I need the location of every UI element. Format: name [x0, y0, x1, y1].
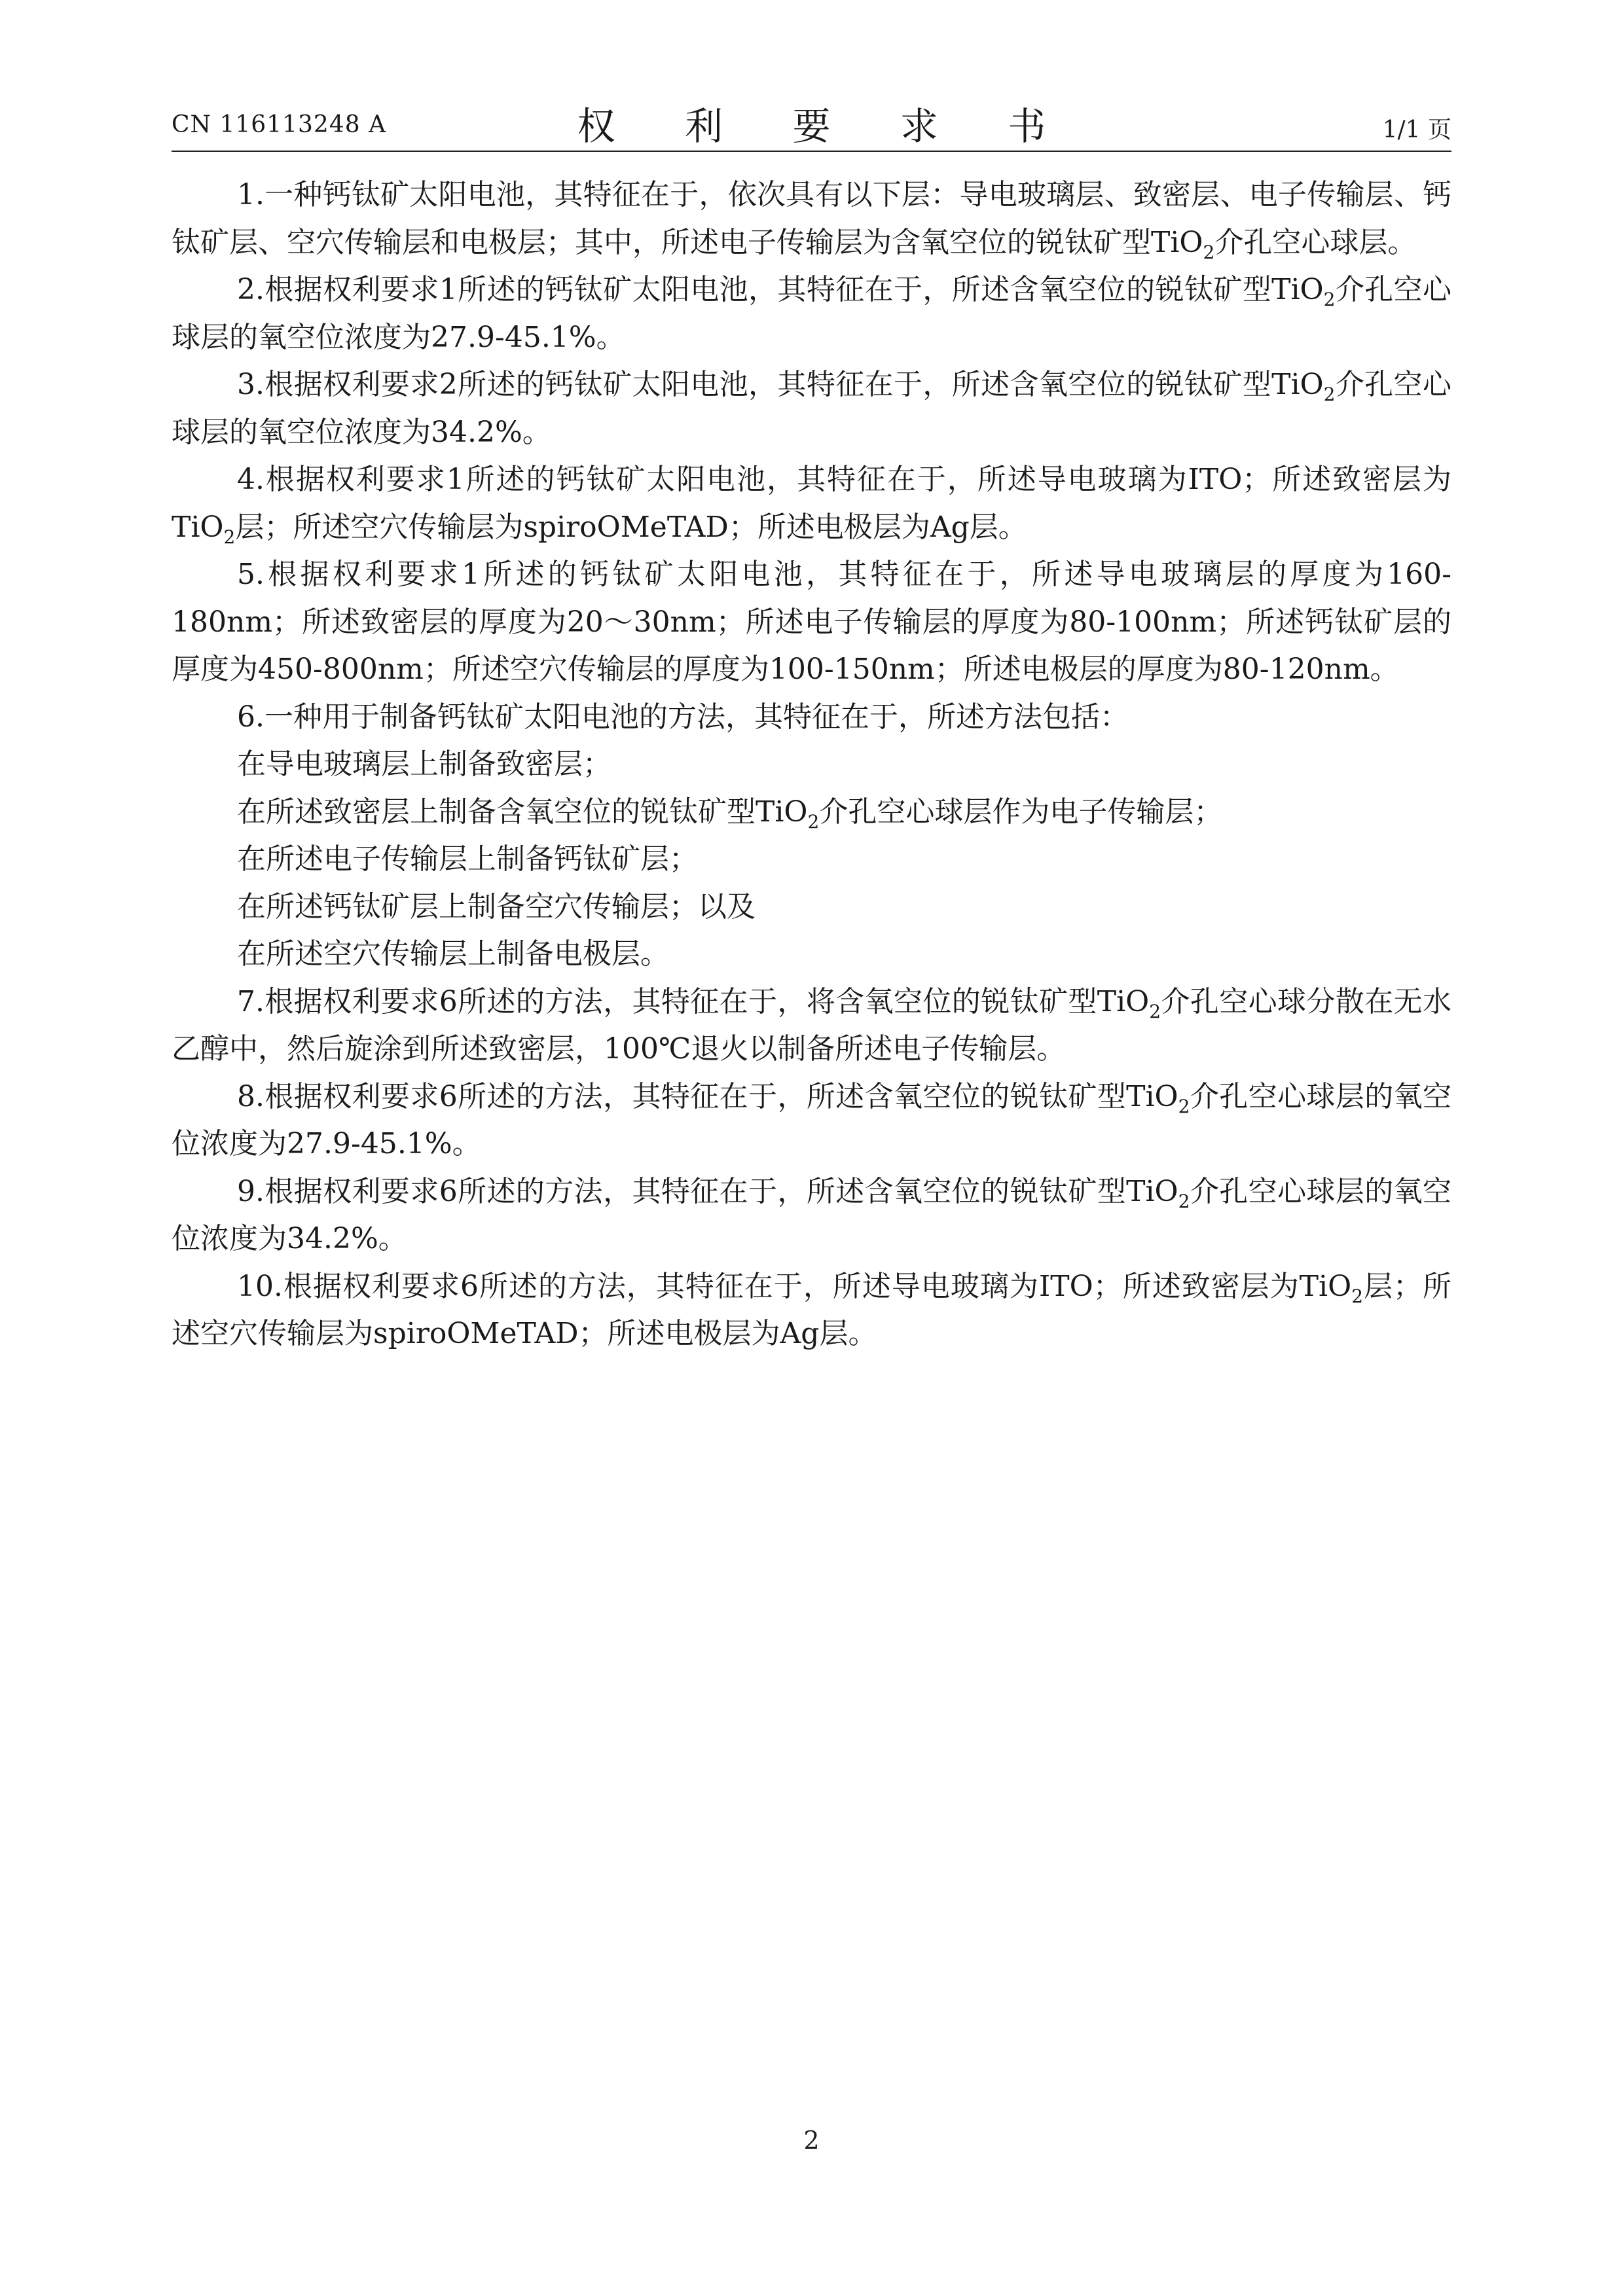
document-title: 权 利 要 求 书	[577, 104, 1075, 149]
claim-6-step-4: 在所述钙钛矿层上制备空穴传输层；以及	[237, 889, 756, 924]
patent-number: CN 116113248 A	[172, 111, 387, 138]
claim-6-step-1: 在导电玻璃层上制备致密层；	[237, 747, 611, 781]
page-number: 2	[803, 2126, 820, 2155]
claim-1: 1.一种钙钛矿太阳电池，其特征在于，依次具有以下层：导电玻璃层、致密层、电子传输层、钙钛矿层、空穴传输层和电极层；其中，所述电子传输层为含氧空位的锐钛矿型TiO$_2$介孔空心球层。	[172, 178, 1451, 263]
header-divider	[172, 151, 1451, 152]
claim-9: 9.根据权利要求6所述的方法，其特征在于，所述含氧空位的锐钛矿型TiO$_2$介孔空心球层的氧空位浓度为34.2%。	[172, 1174, 1452, 1255]
claim-3: 3.根据权利要求2所述的钙钛矿太阳电池，其特征在于，所述含氧空位的锐钛矿型TiO$_2$介孔空心球层的氧空位浓度为34.2%。	[172, 368, 1452, 449]
claim-2: 2.根据权利要求1所述的钙钛矿太阳电池，其特征在于，所述含氧空位的锐钛矿型TiO$_2$介孔空心球层的氧空位浓度为27.9-45.1%。	[172, 273, 1452, 354]
claim-5: 5.根据权利要求1所述的钙钛矿太阳电池，其特征在于，所述导电玻璃层的厚度为160-180nm；所述致密层的厚度为20～30nm；所述电子传输层的厚度为80-100nm；所述钙钛矿层的厚度为450-800nm；所述空穴传输层的厚度为100-150nm；所述电极层的厚度为80-120nm。	[172, 558, 1451, 686]
claims-body	[172, 171, 1451, 1358]
claim-4: 4.根据权利要求1所述的钙钛矿太阳电池，其特征在于，所述导电玻璃为ITO；所述致密层为TiO$_2$层；所述空穴传输层为spiroOMeTAD；所述电极层为Ag层。	[172, 463, 1451, 548]
claim-7: 7.根据权利要求6所述的方法，其特征在于，将含氧空位的锐钛矿型TiO$_2$介孔空心球分散在无水乙醇中，然后旋涂到所述致密层，100℃退火以制备所述电子传输层。	[172, 984, 1452, 1066]
claim-6-step-5: 在所述空穴传输层上制备电极层。	[237, 937, 669, 971]
claim-10: 10.根据权利要求6所述的方法，其特征在于，所述导电玻璃为ITO；所述致密层为TiO$_2$层；所述空穴传输层为spiroOMeTAD；所述电极层为Ag层。	[172, 1269, 1452, 1350]
claim-6: 6.一种用于制备钙钛矿太阳电池的方法，其特征在于，所述方法包括：	[237, 700, 1129, 734]
claim-6-step-3: 在所述电子传输层上制备钙钛矿层；	[237, 842, 698, 876]
claim-8: 8.根据权利要求6所述的方法，其特征在于，所述含氧空位的锐钛矿型TiO$_2$介孔空心球层的氧空位浓度为27.9-45.1%。	[172, 1079, 1452, 1160]
page-header	[172, 92, 1451, 151]
claim-6-step-2: 在所述致密层上制备含氧空位的锐钛矿型TiO$_2$介孔空心球层作为电子传输层；	[237, 795, 1223, 833]
page-count: 1/1 页	[1382, 117, 1451, 143]
